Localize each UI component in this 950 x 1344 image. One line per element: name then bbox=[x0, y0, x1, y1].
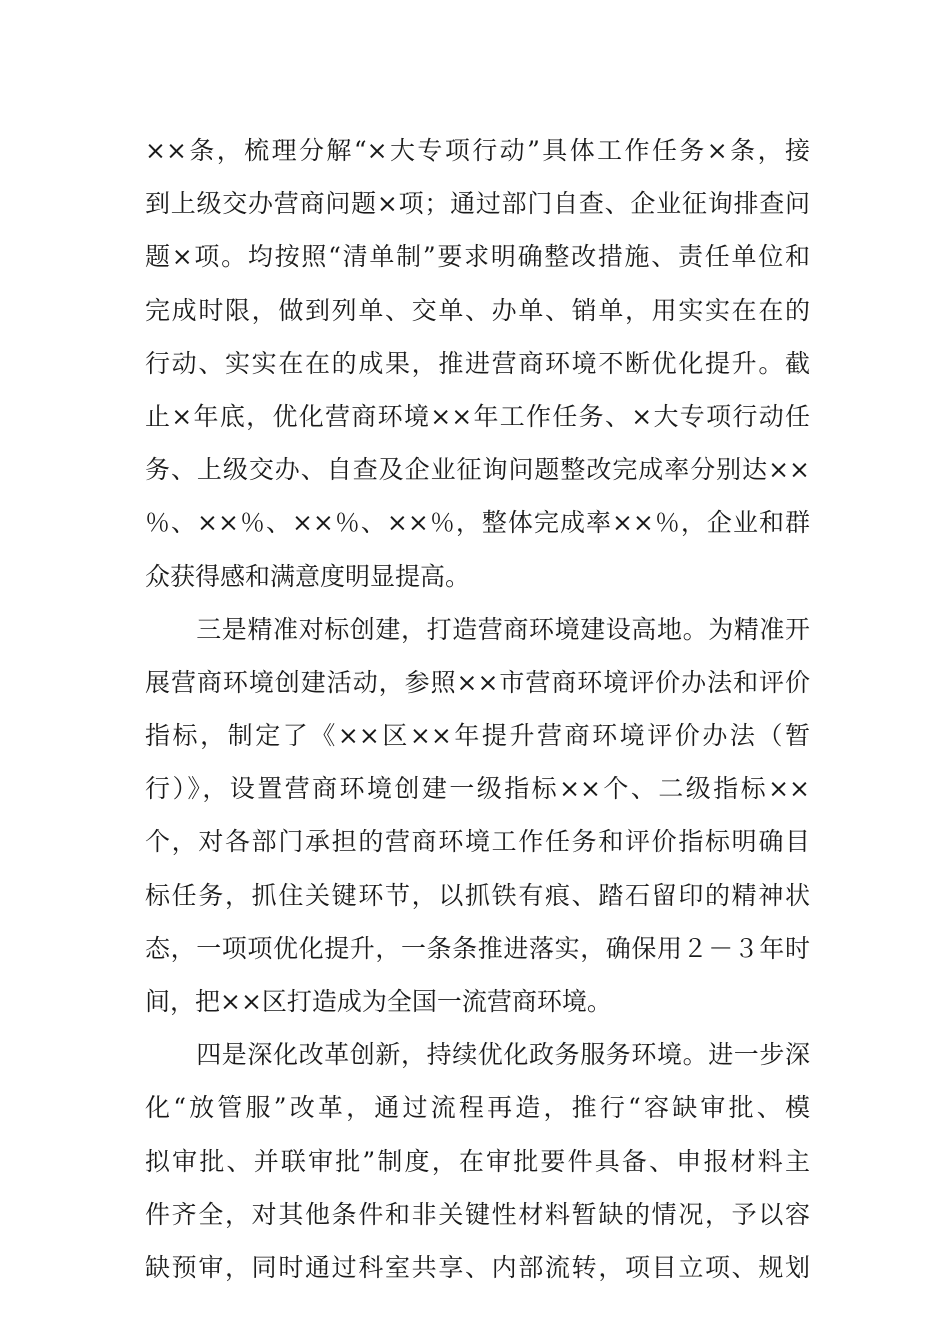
text-line: 缺预审，同时通过科室共享、内部流转，项目立项、规划 bbox=[145, 1252, 810, 1282]
text-line: 指标，制定了《××区××年提升营商环境评价办法（暂 bbox=[145, 721, 810, 751]
text-line: 止×年底，优化营商环境××年工作任务、×大专项行动任 bbox=[145, 401, 810, 431]
text-line: ％、××％、××％、××％，整体完成率××％，企业和群 bbox=[145, 508, 810, 538]
text-line: 展营商环境创建活动，参照××市营商环境评价办法和评价 bbox=[145, 667, 810, 697]
text-line: 众获得感和满意度明显提高。 bbox=[145, 561, 471, 591]
text-line: 个，对各部门承担的营商环境工作任务和评价指标明确目 bbox=[145, 827, 810, 857]
text-line: 三是精准对标创建，打造营商环境建设高地。为精准开 bbox=[145, 614, 810, 644]
text-line: 到上级交办营商问题×项；通过部门自查、企业征询排查问 bbox=[145, 189, 810, 219]
text-line: 件齐全，对其他条件和非关键性材料暂缺的情况，予以容 bbox=[145, 1199, 810, 1229]
body-text bbox=[145, 124, 810, 1294]
text-line: 间，把××区打造成为全国一流营商环境。 bbox=[145, 987, 612, 1016]
text-line: 完成时限，做到列单、交单、办单、销单，用实实在在的 bbox=[145, 295, 810, 325]
text-line: 四是深化改革创新，持续优化政务服务环境。进一步深 bbox=[145, 1040, 810, 1070]
text-line: 化“放管服”改革，通过流程再造，推行“容缺审批、模 bbox=[145, 1093, 810, 1123]
text-line: 标任务，抓住关键环节，以抓铁有痕、踏石留印的精神状 bbox=[145, 880, 810, 910]
text-line: 务、上级交办、自查及企业征询问题整改完成率分别达×× bbox=[145, 455, 810, 485]
text-line: 题×项。均按照“清单制”要求明确整改措施、责任单位和 bbox=[145, 242, 810, 272]
text-line: 行动、实实在在的成果，推进营商环境不断优化提升。截 bbox=[145, 348, 810, 378]
text-line: 拟审批、并联审批”制度，在审批要件具备、申报材料主 bbox=[145, 1146, 810, 1176]
text-line: 行）》，设置营商环境创建一级指标××个、二级指标×× bbox=[145, 774, 810, 804]
text-line: 态，一项项优化提升，一条条推进落实，确保用２－３年时 bbox=[145, 933, 810, 963]
text-line: ××条，梳理分解“×大专项行动”具体工作任务×条，接 bbox=[145, 136, 810, 165]
